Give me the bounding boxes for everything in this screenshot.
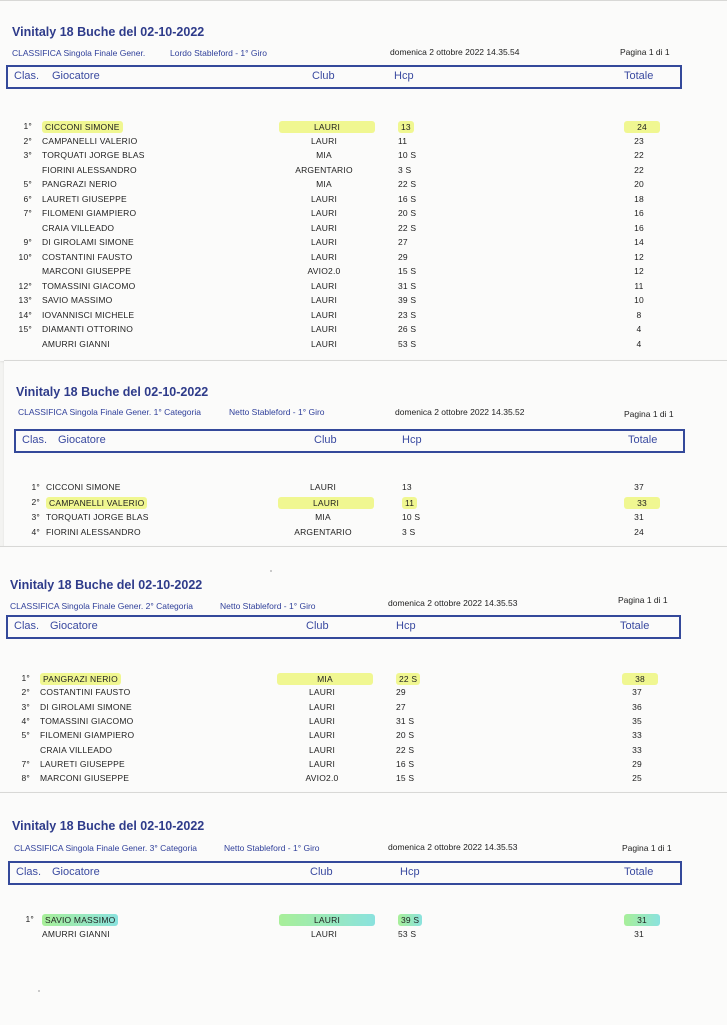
rank-cell: 3° [23,150,32,160]
sheet-subtitle-right: Netto Stableford - 1° Giro [220,601,316,611]
paper-speck [270,570,272,572]
rank-cell: 4° [31,527,40,537]
total-cell: 24 [634,527,644,537]
hcp-cell: 11 [398,135,408,146]
total-cell: 18 [634,193,644,204]
player-name-cell: TORQUATI JORGE BLAS [46,512,149,522]
player-name-cell: LAURETI GIUSEPPE [40,758,125,769]
results-sheet-cat3 [0,792,727,1025]
sheet-subtitle-right: Netto Stableford - 1° Giro [229,407,325,417]
table-row [4,482,727,495]
table-header [6,615,681,639]
table-row [4,497,727,510]
club-cell: LAURI [308,758,336,769]
header-clas: Clas. [14,620,40,632]
hcp-cell: 20 S [398,208,417,218]
club-cell: MIA [316,150,332,160]
header-hcp: Hcp [396,620,416,632]
sheet-subtitle-right: Lordo Stableford - 1° Giro [170,48,267,58]
hcp-cell: 15 S [396,773,415,784]
hcp-cell: 10 S [402,512,421,522]
hcp-cell: 27 [396,701,406,712]
header-club: Club [312,70,335,82]
total-cell: 10 [634,295,644,305]
results-sheet-cat1 [4,360,727,547]
player-name-cell: CRAIA VILLEADO [42,222,115,233]
hcp-cell: 23 S [398,309,417,320]
rank-cell: 5° [23,179,32,189]
table-row [0,730,727,743]
hcp-cell: 13 [402,482,412,492]
player-name-cell: SAVIO MASSIMO [42,914,118,926]
header-club: Club [314,434,337,446]
hcp-cell: 26 S [398,324,417,334]
table-row [0,165,727,178]
club-cell: LAURI [310,135,338,146]
total-cell: 37 [632,687,642,698]
player-name-cell: COSTANTINI FAUSTO [40,687,131,698]
header-total: Totale [620,620,650,632]
hcp-cell: 10 S [398,150,417,160]
player-name-cell: TOMASSINI GIACOMO [40,715,134,726]
hcp-cell: 11 [402,497,417,509]
club-cell: LAURI [310,338,338,349]
table-row [0,223,727,236]
total-cell: 20 [634,179,644,189]
total-cell: 12 [634,251,644,262]
rank-cell: 4° [21,715,30,726]
rank-cell: 1° [23,121,32,131]
club-cell: LAURI [279,914,375,926]
rank-cell: 15° [18,324,32,334]
total-cell: 33 [624,497,660,509]
total-cell: 8 [636,309,642,320]
player-name-cell: MARCONI GIUSEPPE [42,266,132,276]
club-cell: MIA [316,179,332,189]
total-cell: 35 [632,715,642,726]
player-name-cell: COSTANTINI FAUSTO [42,251,133,262]
club-cell: MIA [315,512,331,522]
table-row [0,310,727,323]
rank-cell: 5° [21,730,30,741]
player-name-cell: CRAIA VILLEADO [40,744,113,755]
rank-cell: 2° [21,687,30,698]
player-name-cell: LAURETI GIUSEPPE [42,193,127,204]
table-row [0,759,727,772]
table-row [0,339,727,352]
sheet-title: Vinitaly 18 Buche del 02-10-2022 [12,819,205,833]
table-row [0,716,727,729]
club-cell: LAURI [308,744,336,755]
table-row [0,266,727,279]
hcp-cell: 16 S [396,758,415,769]
total-cell: 24 [624,121,660,133]
hcp-cell: 31 S [396,715,415,726]
player-name-cell: SAVIO MASSIMO [42,295,113,305]
header-total: Totale [624,70,654,82]
header-clas: Clas. [14,70,40,82]
hcp-cell: 29 [398,251,408,262]
table-row [0,295,727,308]
player-name-cell: CAMPANELLI VALERIO [46,497,147,509]
rank-cell: 7° [21,758,30,769]
rank-cell: 1° [25,914,34,924]
hcp-cell: 3 S [398,164,412,175]
total-cell: 37 [634,482,644,492]
club-cell: LAURI [308,701,336,712]
club-cell: LAURI [310,237,338,247]
player-name-cell: TOMASSINI GIACOMO [42,280,136,291]
player-name-cell: TORQUATI JORGE BLAS [42,150,145,160]
club-cell: AVIO2.0 [307,266,341,276]
club-cell: LAURI [310,280,338,291]
rank-cell: 8° [21,773,30,784]
table-row [0,136,727,149]
hcp-cell: 53 S [398,338,417,349]
rank-cell: 7° [23,208,32,218]
sheet-subtitle-right: Netto Stableford - 1° Giro [224,843,320,853]
sheet-title: Vinitaly 18 Buche del 02-10-2022 [10,578,203,592]
total-cell: 33 [632,730,642,741]
rank-cell: 10° [18,251,32,262]
hcp-cell: 22 S [396,744,415,755]
club-cell: LAURI [310,222,338,233]
player-name-cell: CICCONI SIMONE [42,121,123,133]
table-row [0,252,727,265]
hcp-cell: 39 S [398,914,422,926]
hcp-cell: 39 S [398,295,417,305]
table-row [4,527,727,540]
hcp-cell: 15 S [398,266,417,276]
header-player: Giocatore [52,866,100,878]
player-name-cell: PANGRAZI NERIO [42,179,117,189]
sheet-title: Vinitaly 18 Buche del 02-10-2022 [16,385,209,399]
sheet-datetime: domenica 2 ottobre 2022 14.35.53 [388,842,518,852]
table-row [0,281,727,294]
header-player: Giocatore [58,434,106,446]
total-cell: 38 [622,673,658,685]
hcp-cell: 53 S [398,929,417,939]
hcp-cell: 20 S [396,730,415,741]
header-total: Totale [624,866,654,878]
table-row [0,914,727,927]
rank-cell: 3° [31,512,40,522]
club-cell: LAURI [310,309,338,320]
total-cell: 16 [634,208,644,218]
total-cell: 29 [632,758,642,769]
player-name-cell: PANGRAZI NERIO [40,673,121,685]
rank-cell: 2° [31,497,40,507]
table-row [0,929,727,942]
results-sheet-cat2 [0,546,727,793]
player-name-cell: FIORINI ALESSANDRO [42,164,137,175]
total-cell: 14 [634,237,644,247]
player-name-cell: AMURRI GIANNI [42,338,110,349]
sheet-page-number: Pagina 1 di 1 [624,409,674,419]
player-name-cell: MARCONI GIUSEPPE [40,773,130,784]
table-row [0,324,727,337]
sheet-subtitle-left: CLASSIFICA Singola Finale Gener. [12,48,146,58]
player-name-cell: CAMPANELLI VALERIO [42,135,138,146]
sheet-subtitle-left: CLASSIFICA Singola Finale Gener. 3° Categoria [14,843,197,853]
total-cell: 12 [634,266,644,276]
club-cell: LAURI [308,687,336,698]
total-cell: 33 [632,744,642,755]
club-cell: LAURI [308,730,336,741]
sheet-subtitle-left: CLASSIFICA Singola Finale Gener. 2° Categoria [10,601,193,611]
club-cell: LAURI [310,295,338,305]
hcp-cell: 31 S [398,280,417,291]
table-row [0,687,727,700]
rank-cell: 12° [18,280,32,291]
hcp-cell: 22 S [398,222,417,233]
player-name-cell: FIORINI ALESSANDRO [46,527,141,537]
hcp-cell: 27 [398,237,408,247]
total-cell: 4 [636,338,642,349]
club-cell: MIA [277,673,373,685]
total-cell: 16 [634,222,644,233]
player-name-cell: DIAMANTI OTTORINO [42,324,134,334]
sheet-title: Vinitaly 18 Buche del 02-10-2022 [12,25,205,39]
header-club: Club [310,866,333,878]
paper-speck [38,990,40,992]
table-row [0,673,727,686]
total-cell: 22 [634,150,644,160]
club-cell: LAURI [309,482,337,492]
results-sheet-lordo [0,0,727,361]
club-cell: LAURI [310,208,338,218]
rank-cell: 2° [23,135,32,146]
total-cell: 31 [624,914,660,926]
table-row [0,121,727,134]
hcp-cell: 3 S [402,527,416,537]
table-row [0,208,727,221]
table-header [14,429,685,453]
total-cell: 22 [634,164,644,175]
hcp-cell: 22 S [396,673,420,685]
sheet-page-number: Pagina 1 di 1 [622,843,672,853]
header-clas: Clas. [22,434,48,446]
rank-cell: 3° [21,701,30,712]
sheet-page-number: Pagina 1 di 1 [620,47,670,57]
sheet-page-number: Pagina 1 di 1 [618,595,668,605]
player-name-cell: DI GIROLAMI SIMONE [40,701,132,712]
header-total: Totale [628,434,658,446]
sheet-subtitle-left: CLASSIFICA Singola Finale Gener. 1° Categoria [18,407,201,417]
sheet-datetime: domenica 2 ottobre 2022 14.35.54 [390,47,520,57]
sheet-datetime: domenica 2 ottobre 2022 14.35.52 [395,407,525,417]
club-cell: ARGENTARIO [294,527,352,537]
club-cell: LAURI [308,715,336,726]
rank-cell: 1° [21,673,30,683]
total-cell: 23 [634,135,644,146]
header-hcp: Hcp [394,70,414,82]
club-cell: ARGENTARIO [295,164,353,175]
total-cell: 11 [634,280,644,291]
club-cell: LAURI [310,929,338,939]
hcp-cell: 29 [396,687,406,698]
table-header [6,65,682,89]
player-name-cell: AMURRI GIANNI [42,929,110,939]
player-name-cell: FILOMENI GIAMPIERO [40,730,135,741]
sheet-datetime: domenica 2 ottobre 2022 14.35.53 [388,598,518,608]
rank-cell: 6° [23,193,32,204]
rank-cell: 13° [18,295,32,305]
player-name-cell: IOVANNISCI MICHELE [42,309,135,320]
club-cell: LAURI [279,121,375,133]
table-row [4,512,727,525]
header-player: Giocatore [50,620,98,632]
total-cell: 25 [632,773,642,784]
table-row [0,194,727,207]
hcp-cell: 22 S [398,179,417,189]
total-cell: 36 [632,701,642,712]
club-cell: LAURI [310,193,338,204]
header-club: Club [306,620,329,632]
total-cell: 4 [636,324,642,334]
table-row [0,179,727,192]
hcp-cell: 13 [398,121,414,133]
club-cell: LAURI [310,324,338,334]
table-row [0,150,727,163]
table-row [0,745,727,758]
rank-cell: 14° [18,309,32,320]
header-hcp: Hcp [400,866,420,878]
header-player: Giocatore [52,70,100,82]
player-name-cell: CICCONI SIMONE [46,482,121,492]
club-cell: LAURI [310,251,338,262]
total-cell: 31 [634,929,644,939]
rank-cell: 9° [23,237,32,247]
rank-cell: 1° [31,482,40,492]
club-cell: LAURI [278,497,374,509]
header-clas: Clas. [16,866,42,878]
table-row [0,237,727,250]
total-cell: 31 [634,512,644,522]
header-hcp: Hcp [402,434,422,446]
player-name-cell: FILOMENI GIAMPIERO [42,208,137,218]
player-name-cell: DI GIROLAMI SIMONE [42,237,134,247]
hcp-cell: 16 S [398,193,417,204]
table-header [8,861,682,885]
club-cell: AVIO2.0 [305,773,339,784]
table-row [0,773,727,786]
table-row [0,702,727,715]
